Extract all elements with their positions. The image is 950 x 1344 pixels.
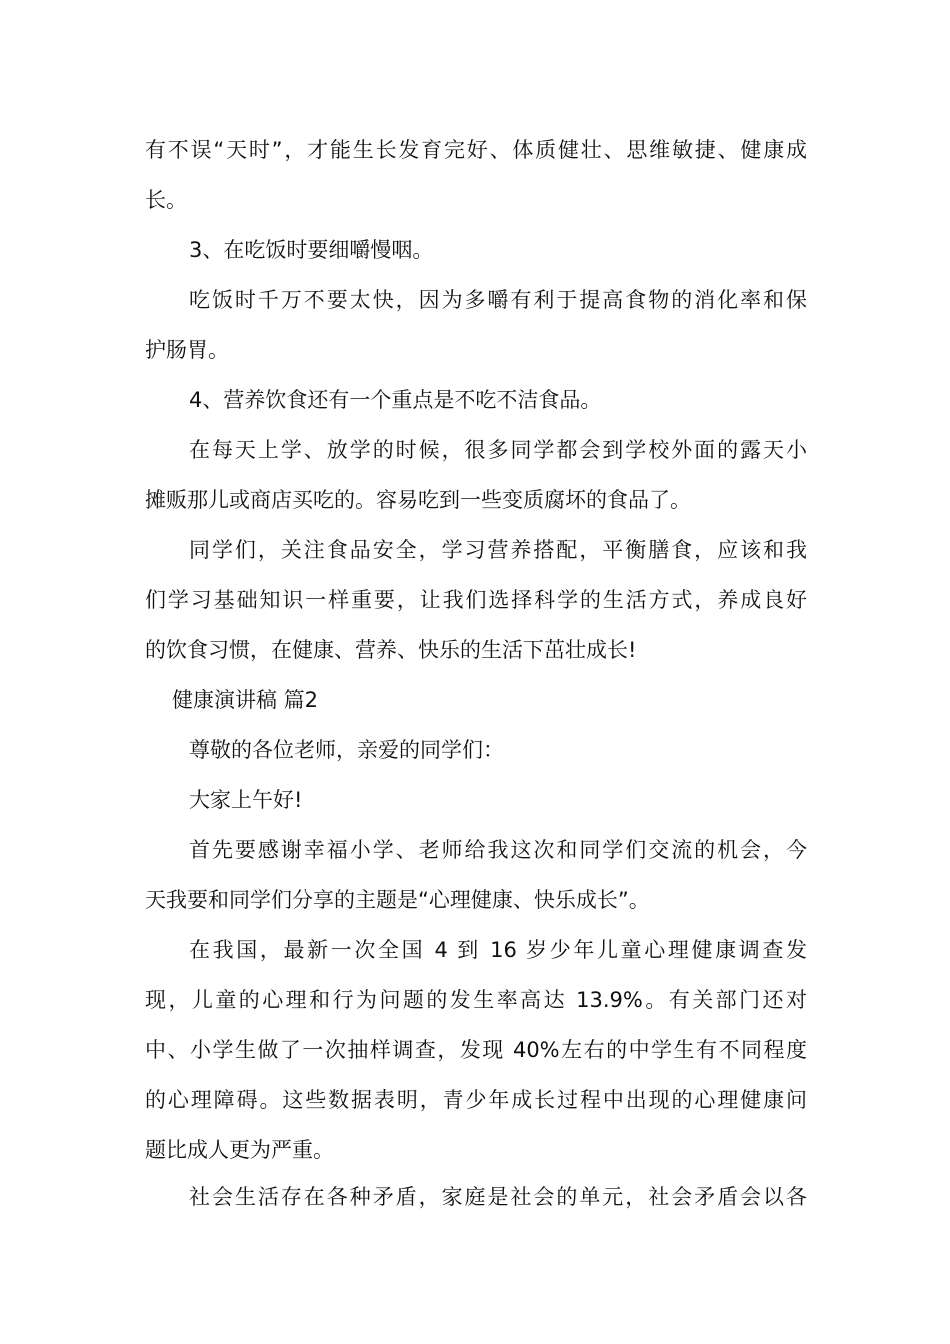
paragraph [145,825,807,925]
text-line: 3、在吃饭时要细嚼慢咽。 [189,238,434,262]
text-line: 天我要和同学们分享的主题是“心理健康、快乐成长”。 [145,888,650,912]
text-line: 有不误“天时”，才能生长发育完好、体质健壮、思维敏捷、健康成 [145,138,807,162]
text-line: 题比成人更为严重。 [145,1138,334,1162]
text-line: 首先要感谢幸福小学、老师给我这次和同学们交流的机会，今 [189,838,807,862]
paragraph [145,725,807,775]
text-line: 的心理障碍。这些数据表明，青少年成长过程中出现的心理健康问 [145,1088,807,1112]
paragraph [145,525,807,675]
paragraph [145,375,807,425]
text-line: 大家上午好! [189,788,303,812]
paragraph [145,925,807,1175]
text-line: 同学们，关注食品安全，学习营养搭配，平衡膳食，应该和我 [189,538,807,562]
text-line: 社会生活存在各种矛盾，家庭是社会的单元，社会矛盾会以各 [189,1185,807,1209]
paragraph [145,125,807,225]
text-line: 长。 [145,188,187,212]
text-line: 吃饭时千万不要太快，因为多嚼有利于提高食物的消化率和保 [189,288,807,312]
text-line: 4、营养饮食还有一个重点是不吃不洁食品。 [189,388,602,412]
text-line: 在我国，最新一次全国 4 到 16 岁少年儿童心理健康调查发 [189,938,807,962]
paragraph [145,425,807,525]
text-line: 的饮食习惯，在健康、营养、快乐的生活下茁壮成长! [145,638,637,662]
text-line: 们学习基础知识一样重要，让我们选择科学的生活方式，养成良好 [145,588,807,612]
paragraph [145,275,807,375]
section-heading [145,675,807,725]
text-line: 尊敬的各位老师，亲爱的同学们： [189,738,504,762]
text-line: 现，儿童的心理和行为问题的发生率高达 13.9%。有关部门还对 [145,988,807,1012]
paragraph [145,225,807,275]
text-line: 护肠胃。 [145,338,229,362]
text-line: 在每天上学、放学的时候，很多同学都会到学校外面的露天小 [189,438,807,462]
paragraph [145,1172,807,1222]
text-line: 中、小学生做了一次抽样调查，发现 40%左右的中学生有不同程度 [145,1038,807,1062]
heading-text: 健康演讲稿 篇2 [172,688,319,712]
text-line: 摊贩那儿或商店买吃的。容易吃到一些变质腐坏的食品了。 [145,488,691,512]
paragraph [145,775,807,825]
